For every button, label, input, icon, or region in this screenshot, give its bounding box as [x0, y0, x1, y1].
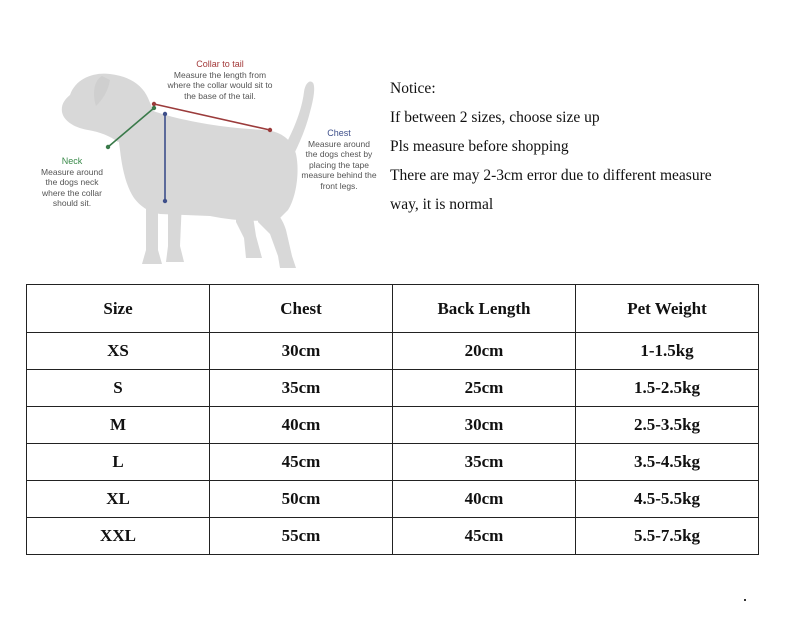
- pet-weight-cell: 4.5-5.5kg: [576, 481, 759, 518]
- column-header-chest: Chest: [210, 285, 393, 333]
- neck-label: [36, 156, 108, 209]
- collar-text-line: where the collar would sit to: [167, 80, 273, 90]
- notice-line: If between 2 sizes, choose size up: [390, 109, 600, 126]
- table-row: [27, 370, 759, 407]
- pet-weight-cell: 1.5-2.5kg: [576, 370, 759, 407]
- collar-to-tail-title: Collar to tail: [196, 59, 244, 69]
- dog-measurement-diagram: [30, 50, 390, 275]
- back-length-cell: 25cm: [393, 370, 576, 407]
- size-cell: XS: [27, 333, 210, 370]
- column-header-pet-weight: Pet Weight: [576, 285, 759, 333]
- neck-text-line: should sit.: [52, 198, 92, 208]
- chest-text-line: Measure around: [308, 138, 370, 149]
- chest-cell: 55cm: [210, 518, 393, 555]
- back-length-cell: 45cm: [393, 518, 576, 555]
- neck-text-line: where the collar: [41, 187, 102, 198]
- chest-text-line: front legs.: [320, 180, 358, 191]
- table-header-row: [27, 285, 759, 333]
- table-row: [27, 407, 759, 444]
- notice-heading: Notice:: [390, 80, 436, 97]
- neck-text-line: Measure around: [41, 166, 103, 177]
- chest-label: [298, 128, 380, 191]
- size-cell: XXL: [27, 518, 210, 555]
- pet-weight-cell: 1-1.5kg: [576, 333, 759, 370]
- size-cell: XL: [27, 481, 210, 518]
- back-length-cell: 30cm: [393, 407, 576, 444]
- collar-text-line: Measure the length from: [173, 69, 267, 80]
- chest-text-line: placing the tape: [308, 159, 370, 170]
- notice-line: Pls measure before shopping: [390, 138, 569, 155]
- column-header-size: Size: [27, 285, 210, 333]
- pet-weight-cell: 3.5-4.5kg: [576, 444, 759, 481]
- stray-dot: [744, 599, 746, 601]
- size-cell: M: [27, 407, 210, 444]
- chest-cell: 45cm: [210, 444, 393, 481]
- table-row: [27, 518, 759, 555]
- pet-weight-cell: 5.5-7.5kg: [576, 518, 759, 555]
- neck-title: Neck: [61, 156, 83, 166]
- column-header-back-length: Back Length: [393, 285, 576, 333]
- notice-line: There are may 2-3cm error due to different measure: [390, 167, 712, 184]
- collar-text-line: the base of the tail.: [184, 90, 256, 101]
- size-cell: L: [27, 444, 210, 481]
- neck-text-line: the dogs neck: [45, 177, 99, 187]
- back-length-cell: 35cm: [393, 444, 576, 481]
- size-cell: S: [27, 370, 210, 407]
- notice-line: way, it is normal: [390, 196, 494, 213]
- chest-text-line: the dogs chest by: [305, 149, 373, 159]
- chest-text-line: measure behind the: [301, 170, 377, 180]
- chest-cell: 35cm: [210, 370, 393, 407]
- chest-cell: 40cm: [210, 407, 393, 444]
- collar-to-tail-label: [160, 59, 280, 101]
- chest-title: Chest: [327, 128, 351, 138]
- chest-cell: 30cm: [210, 333, 393, 370]
- table-row: [27, 444, 759, 481]
- table-row: [27, 481, 759, 518]
- pet-weight-cell: 2.5-3.5kg: [576, 407, 759, 444]
- back-length-cell: 40cm: [393, 481, 576, 518]
- size-chart-table: [26, 284, 759, 555]
- table-row: [27, 333, 759, 370]
- chest-cell: 50cm: [210, 481, 393, 518]
- back-length-cell: 20cm: [393, 333, 576, 370]
- notice-block: [390, 74, 790, 219]
